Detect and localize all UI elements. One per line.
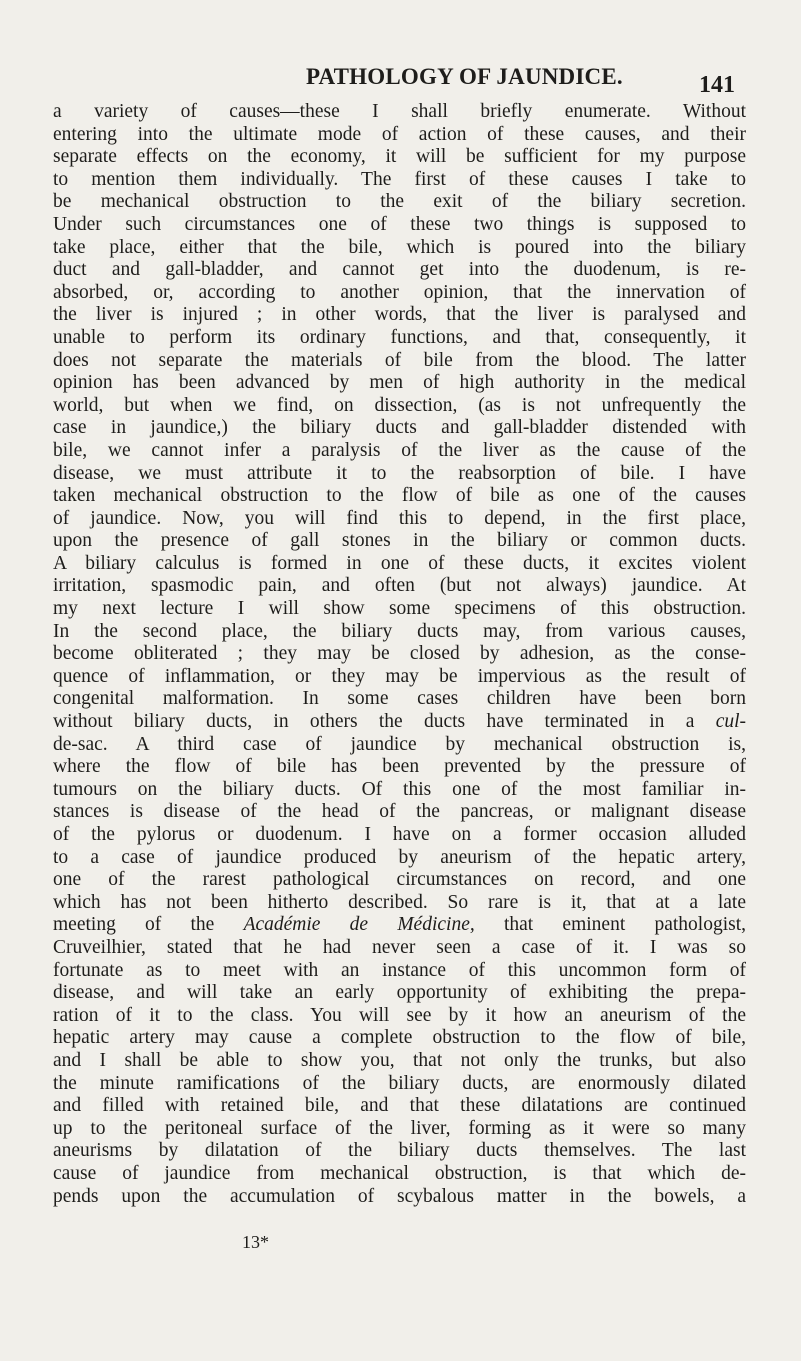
text-line: where the flow of bile has been prevented by the pressure of [53, 756, 746, 778]
signature-mark: 13* [242, 1232, 269, 1252]
text-segment: without biliary ducts, in others the ducts have terminated in a [53, 711, 695, 733]
text-line: entering into the ultimate mode of action of these causes, and their [53, 123, 746, 145]
text-line: opinion has been advanced by men of high authority in the medical [53, 372, 746, 394]
italic-term: Académie de Médicine, [243, 914, 475, 936]
text-line: world, but when we find, on dissection, (as is not unfrequently the [53, 394, 746, 416]
text-line: a variety of causes—these I shall briefly enumerate. Without [53, 101, 746, 122]
text-line: Under such circumstances one of these two things is supposed to [53, 213, 746, 235]
text-line: stances is disease of the head of the pancreas, or malignant disease [53, 801, 746, 823]
italic-term: cul- [715, 711, 747, 733]
text-line: become obliterated ; they may be closed by adhesion, as the conse- [53, 643, 746, 665]
text-line: duct and gall-bladder, and cannot get into the duodenum, is re- [53, 259, 746, 281]
text-line: of jaundice. Now, you will find this to depend, in the first place, [53, 507, 746, 529]
text-line: the liver is injured ; in other words, that the liver is paralysed and [53, 304, 746, 326]
text-line: A biliary calculus is formed in one of these ducts, it excites violent [53, 552, 746, 574]
text-line: tumours on the biliary ducts. Of this one of the most familiar in- [53, 778, 746, 800]
text-line: upon the presence of gall stones in the biliary or common ducts. [53, 530, 746, 552]
text-line: absorbed, or, according to another opinion, that the innervation of [53, 281, 746, 303]
page-header [0, 56, 801, 96]
text-line: one of the rarest pathological circumstances on record, and one [53, 869, 746, 891]
text-line: de-sac. A third case of jaundice by mechanical obstruction is, [53, 733, 746, 755]
text-line: and filled with retained bile, and that these dilatations are continued [53, 1095, 746, 1117]
text-line: be mechanical obstruction to the exit of the biliary secretion. [53, 191, 746, 213]
text-line: irritation, spasmodic pain, and often (but not always) jaundice. At [53, 575, 746, 597]
text-line: quence of inflammation, or they may be impervious as the result of [53, 665, 746, 687]
text-segment: meeting of the [53, 914, 215, 936]
page-number: 141 [699, 72, 735, 98]
text-line: separate effects on the economy, it will be sufficient for my purpose [53, 146, 746, 168]
text-line: pends upon the accumulation of scybalous matter in the bowels, a [53, 1185, 746, 1207]
running-title: PATHOLOGY OF JAUNDICE. [306, 64, 623, 89]
text-line: taken mechanical obstruction to the flow of bile as one of the causes [53, 485, 746, 507]
text-line: fortunate as to meet with an instance of this uncommon form of [53, 959, 746, 981]
text-line: to a case of jaundice produced by aneurism of the hepatic artery, [53, 846, 746, 868]
text-line: aneurisms by dilatation of the biliary ducts themselves. The last [53, 1140, 746, 1162]
text-line: Cruveilhier, stated that he had never seen a case of it. I was so [53, 936, 746, 958]
text-line: and I shall be able to show you, that not only the trunks, but also [53, 1049, 746, 1071]
text-line: of the pylorus or duodenum. I have on a former occasion alluded [53, 824, 746, 845]
text-line [53, 711, 746, 734]
text-line: case in jaundice,) the biliary ducts and gall-bladder distended with [53, 417, 746, 439]
text-line: ration of it to the class. You will see by it how an aneurism of the [53, 1004, 746, 1026]
text-line: unable to perform its ordinary functions, and that, consequently, it [53, 326, 746, 348]
text-line: the minute ramifications of the biliary ducts, are enormously dilated [53, 1072, 746, 1094]
text-line: In the second place, the biliary ducts may, from various causes, [53, 620, 746, 642]
text-line: my next lecture I will show some specimens of this obstruction. [53, 598, 746, 620]
body-text [53, 101, 746, 1208]
text-line: does not separate the materials of bile from the blood. The latter [53, 349, 746, 371]
text-line: cause of jaundice from mechanical obstruction, is that which de- [53, 1162, 746, 1184]
text-line: up to the peritoneal surface of the liver, forming as it were so many [53, 1117, 746, 1139]
text-line: congenital malformation. In some cases children have been born [53, 688, 746, 710]
text-line: disease, and will take an early opportunity of exhibiting the prepa- [53, 982, 746, 1004]
text-line: hepatic artery may cause a complete obstruction to the flow of bile, [53, 1027, 746, 1049]
text-line: bile, we cannot infer a paralysis of the liver as the cause of the [53, 439, 746, 461]
text-line [53, 914, 746, 937]
text-segment: that eminent pathologist, [474, 914, 747, 936]
text-line: which has not been hitherto described. So rare is it, that at a late [53, 891, 746, 913]
text-line: disease, we must attribute it to the reabsorption of bile. I have [53, 462, 746, 484]
text-line: to mention them individually. The first of these causes I take to [53, 168, 746, 190]
text-line: take place, either that the bile, which is poured into the biliary [53, 236, 746, 258]
